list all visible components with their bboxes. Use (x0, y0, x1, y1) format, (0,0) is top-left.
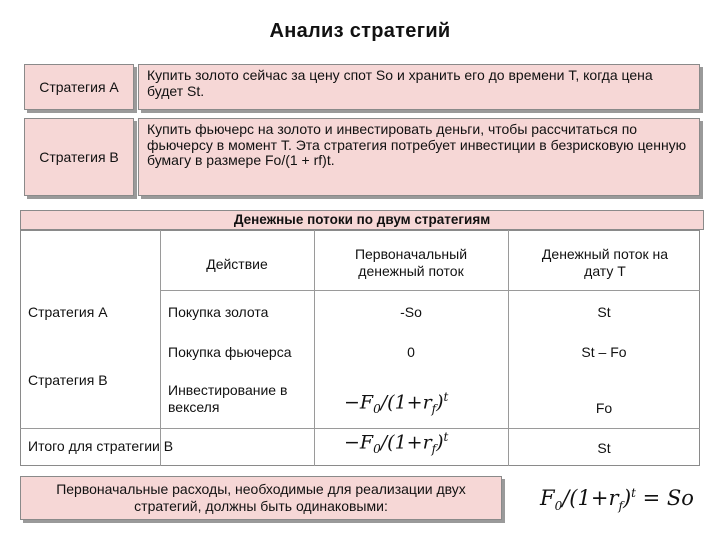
row-action: Покупка фьючерса (168, 344, 292, 360)
column-header-initial: Первоначальный денежный поток (354, 246, 468, 279)
strategy-a-label: Стратегия А (24, 64, 134, 110)
row-action: Инвестирование в векселя (168, 382, 288, 415)
row-divider (20, 428, 700, 429)
row-divider (160, 290, 700, 291)
strategy-b-description-text: Купить фьючерс на золото и инвестировать деньги, чтобы рассчитаться по фьючерсу в момент Т. Эта стратегия потребует инвестиции в безрисковую ценную бумагу в размере Fo/(1 + rf)t. (147, 121, 687, 168)
row-strategy-a: Стратегия А (28, 304, 108, 320)
column-header-at-t: Денежный поток на дату Т (541, 246, 669, 279)
row-strategy-b: Стратегия В (28, 372, 108, 388)
conclusion-text: Первоначальные расходы, необходимые для реализации двух стратегий, должны быть одинаковыми: (56, 481, 466, 514)
row-at-t: Fo (595, 400, 613, 416)
conclusion-formula: $F_0/(1+r_f)^t = So$ (540, 486, 694, 514)
strategy-b-description (138, 118, 700, 196)
page-title: Анализ стратегий (269, 20, 451, 42)
strategy-a-description: Купить золото сейчас за цену спот So и хранить его до времени Т, когда цена будет St. (138, 64, 700, 110)
row-at-t: St (597, 304, 611, 320)
column-header-action: Действие (206, 256, 268, 272)
cashflow-table-header: Денежные потоки по двум стратегиям (20, 210, 704, 230)
conclusion-box (20, 476, 502, 520)
row-initial-formula: $-F_0/(1+r_f)^t$ (344, 390, 449, 417)
strategy-b-label: Стратегия В (24, 118, 134, 196)
row-action: Покупка золота (168, 304, 269, 320)
total-initial-formula: $-F_0/(1+r_f)^t$ (344, 430, 449, 457)
row-initial: -So (400, 304, 422, 320)
total-label: Итого для стратегии В (28, 438, 174, 454)
row-at-t: St – Fo (581, 344, 627, 360)
row-initial: 0 (407, 344, 415, 360)
total-at-t: St (597, 440, 611, 456)
